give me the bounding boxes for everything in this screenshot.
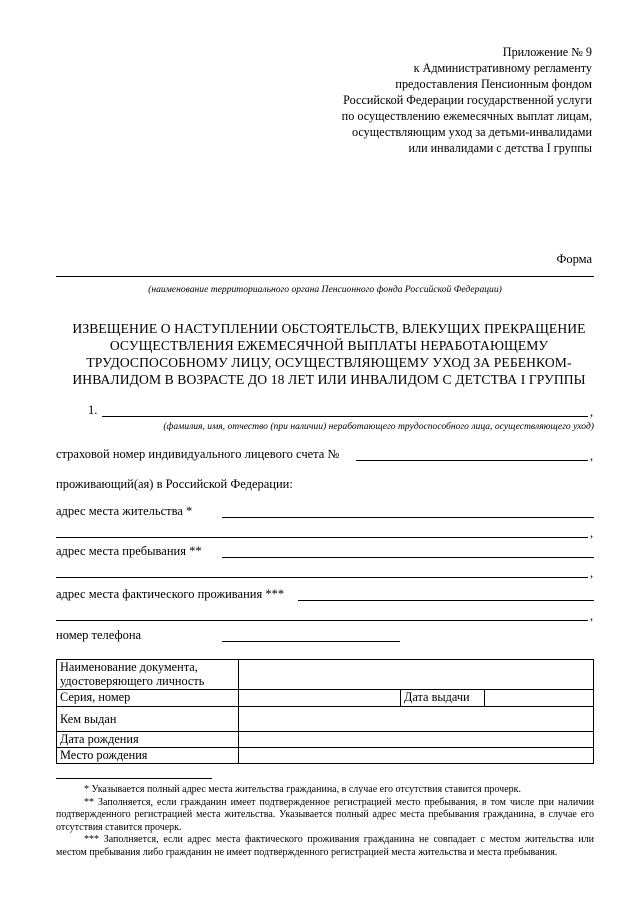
snils-label: страховой номер индивидуального лицевого счета № — [56, 447, 340, 461]
comma: , — [590, 566, 594, 580]
organ-name-field[interactable] — [56, 276, 594, 277]
doc-name-cell[interactable] — [239, 660, 594, 690]
actual-address-field-2[interactable] — [56, 620, 588, 621]
appendix-line: предоставления Пенсионным фондом — [395, 77, 592, 91]
appendix-line: к Административному регламенту — [413, 61, 592, 75]
title-line: ИНВАЛИДОМ В ВОЗРАСТЕ ДО 18 ЛЕТ ИЛИ ИНВАЛИДОМ С ДЕТСТВА I ГРУППЫ — [72, 372, 586, 387]
birth-date-cell[interactable] — [239, 732, 594, 748]
snils-field[interactable] — [356, 460, 588, 461]
full-name-field[interactable] — [102, 416, 588, 417]
item-number: 1. — [88, 403, 98, 417]
stay-address-field[interactable] — [222, 557, 594, 558]
issue-date-cell[interactable] — [485, 690, 594, 707]
stay-address-label: адрес места пребывания ** — [56, 544, 202, 558]
form-label: Форма — [556, 252, 592, 266]
appendix-line: или инвалидами с детства I группы — [408, 141, 592, 155]
title-line: ИЗВЕЩЕНИЕ О НАСТУПЛЕНИИ ОБСТОЯТЕЛЬСТВ, ВЛЕКУЩИХ ПРЕКРАЩЕНИЕ — [72, 321, 586, 336]
comma: , — [590, 526, 594, 540]
title-line: ОСУЩЕСТВЛЕНИЯ ЕЖЕМЕСЯЧНОЙ ВЫПЛАТЫ НЕРАБОТАЮЩЕМУ — [109, 338, 549, 353]
footnote: * Указывается полный адрес места жительства гражданина, в случае его отсутствия ставится прочерк. — [84, 784, 521, 795]
phone-label: номер телефона — [56, 628, 142, 642]
comma: , — [590, 449, 594, 463]
footnote-separator — [56, 778, 212, 779]
identity-document-table — [56, 659, 594, 764]
actual-address-field[interactable] — [298, 600, 594, 601]
doc-name-label: Наименование документа, удостоверяющего личность — [57, 660, 239, 690]
residence-address-field-2[interactable] — [56, 537, 588, 538]
birth-place-cell[interactable] — [239, 748, 594, 764]
appendix-line: по осуществлению ежемесячных выплат лицам, — [341, 109, 592, 123]
appendix-line: Приложение № 9 — [502, 45, 592, 59]
residing-label: проживающий(ая) в Российской Федерации: — [56, 477, 293, 491]
stay-address-field-2[interactable] — [56, 577, 588, 578]
full-name-note: (фамилия, имя, отчество (при наличии) неработающего трудоспособного лица, осуществляющего уход) — [163, 421, 594, 432]
series-number-cell[interactable] — [239, 690, 401, 707]
birth-date-label: Дата рождения — [57, 732, 239, 748]
issue-date-label: Дата выдачи — [401, 690, 485, 707]
footnotes — [56, 784, 594, 859]
actual-address-label: адрес места фактического проживания *** — [56, 587, 285, 601]
footnote: ** Заполняется, если гражданин имеет подтвержденное регистрацией место пребывания, в том числе при наличии подтвержденного регистрацией места жительства. Указывается полный адрес места пребывания гражданина, в случае его отсутствия ставится прочерк. — [56, 796, 594, 833]
appendix-header — [342, 44, 592, 156]
comma: , — [590, 405, 594, 419]
phone-field[interactable] — [222, 641, 400, 642]
comma: , — [590, 609, 594, 623]
series-number-label: Серия, номер — [57, 690, 239, 707]
issued-by-label: Кем выдан — [57, 707, 239, 732]
footnote: *** Заполняется, если адрес места фактического проживания гражданина не совпадает с местом жительства или местом пребывания либо гражданин не имеет подтвержденного регистрацией места жительства и места пребывания. — [56, 834, 594, 858]
document-title — [40, 320, 618, 388]
title-line: ТРУДОСПОСОБНОМУ ЛИЦУ, ОСУЩЕСТВЛЯЮЩЕМУ УХОД ЗА РЕБЕНКОМ- — [86, 355, 572, 370]
organ-name-note: (наименование территориального органа Пенсионного фонда Российской Федерации) — [148, 284, 502, 295]
residence-address-field[interactable] — [222, 517, 594, 518]
appendix-line: Российской Федерации государственной услуги — [343, 93, 592, 107]
residence-address-label: адрес места жительства * — [56, 504, 193, 518]
issued-by-cell[interactable] — [239, 707, 594, 732]
birth-place-label: Место рождения — [57, 748, 239, 764]
appendix-line: осуществляющим уход за детьми-инвалидами — [351, 125, 592, 139]
